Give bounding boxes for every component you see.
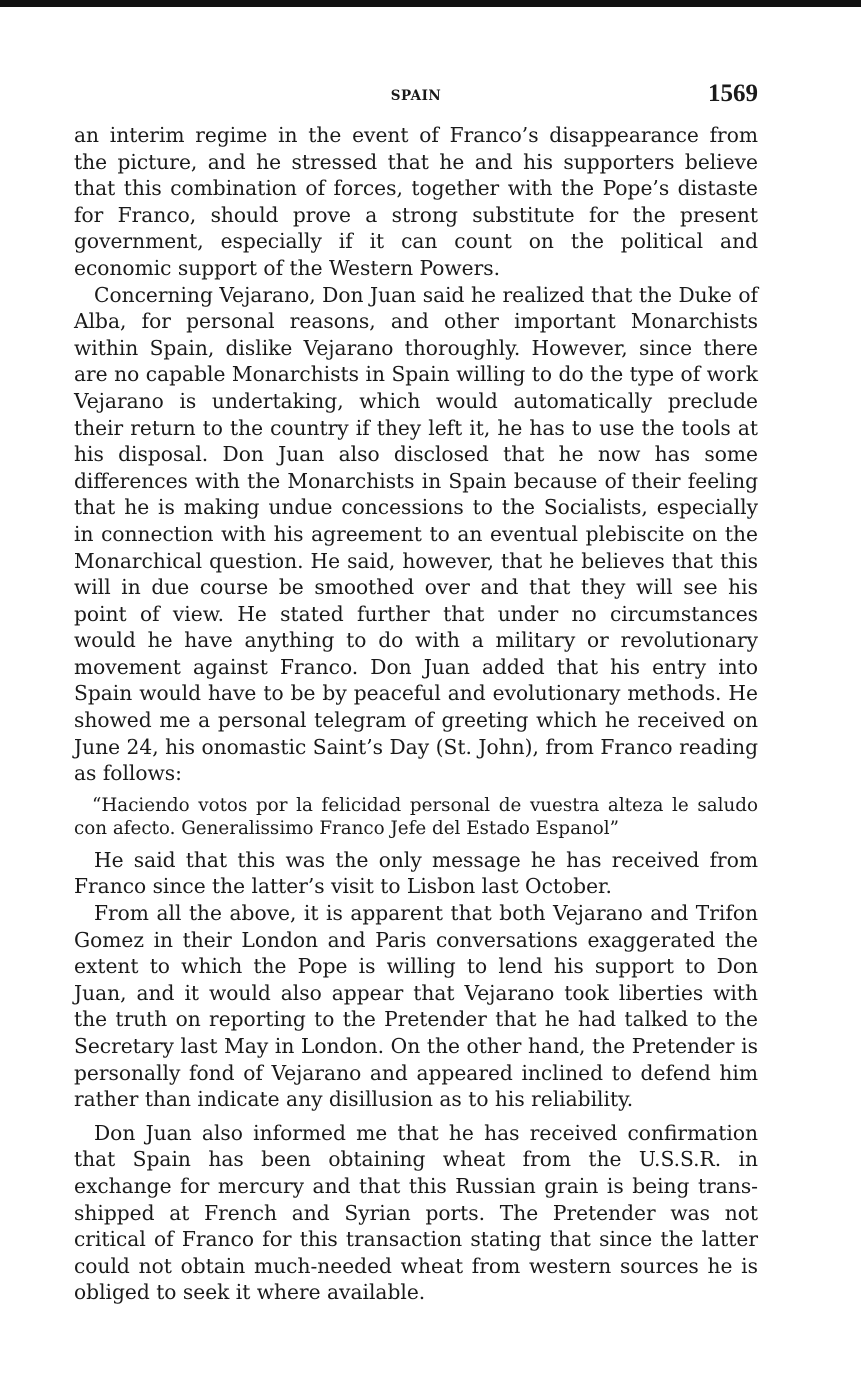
running-head (74, 82, 758, 122)
body-text (74, 122, 758, 1306)
paragraph-conclusion: From all the above, it is apparent that both Vejarano and Trifon Gomez in their London and Paris conversations exaggerated the extent to which the Pope is willing to lend his support to Don Juan, and it would also appear that Vejarano took liberties with the truth on reporting to the Pretender that he had talked to the Secretary last May in London. On the other hand, the Pretender is personally fond of Vejarano and appeared inclined to defend him rather than indicate any disillusion as to his reliability. (74, 901, 758, 1112)
paragraph-continued: an interim regime in the event of Franco’s disappearance from the picture, and he stressed that he and his supporters believe that this combination of forces, together with the Pope’s distaste for Franco, should prove a strong substitute for the present government, especially if it can count on the political and economic support of the Western Powers. (74, 123, 758, 280)
document-page (74, 82, 758, 1306)
page-number: 1569 (708, 80, 758, 107)
running-title: SPAIN (390, 88, 442, 104)
top-border-rule (0, 0, 861, 7)
paragraph-only-message: He said that this was the only message he has received from Franco since the latter’s visit to Lisbon last October. (74, 847, 758, 899)
paragraph-vejarano: Concerning Vejarano, Don Juan said he realized that the Duke of Alba, for personal reasons, and other important Monarchists within Spain, dislike Vejarano thoroughly. However, since there are no capable Monarchists in Spain willing to do the type of work Vejarano is undertaking, which would automatically preclude their return to the country if they left it, he has to use the tools at his disposal. Don Juan also disclosed that he now has some differences with the Monarchists in Spain because of their feeling that he is making undue concessions to the Socialists, especially in connection with his agreement to an eventual plebiscite on the Monarchical question. He said, however, that he believes that this will in due course be smoothed over and that they will see his point of view. He stated further that under no circumstances would he have anything to do with a military or revolutionary movement against Franco. Don Juan added that his entry into Spain would have to be by peaceful and evolutionary methods. He showed me a personal telegram of greeting which he received on June 24, his onomastic Saint’s Day (St. John), from Franco reading as follows: (74, 282, 758, 786)
paragraph-wheat: Don Juan also informed me that he has received confirmation that Spain has been obtaining wheat from the U.S.S.R. in exchange for mercury and that this Russian grain is being trans-shipped at French and Syrian ports. The Pretender was not critical of Franco for this transaction stating that since the latter could not obtain much-needed wheat from western sources he is obliged to seek it where available. (74, 1120, 758, 1305)
telegram-quote: “Haciendo votos por la felicidad personal de vuestra alteza le saludo con afecto. Generalissimo Franco Jefe del Estado Espanol” (74, 794, 758, 839)
